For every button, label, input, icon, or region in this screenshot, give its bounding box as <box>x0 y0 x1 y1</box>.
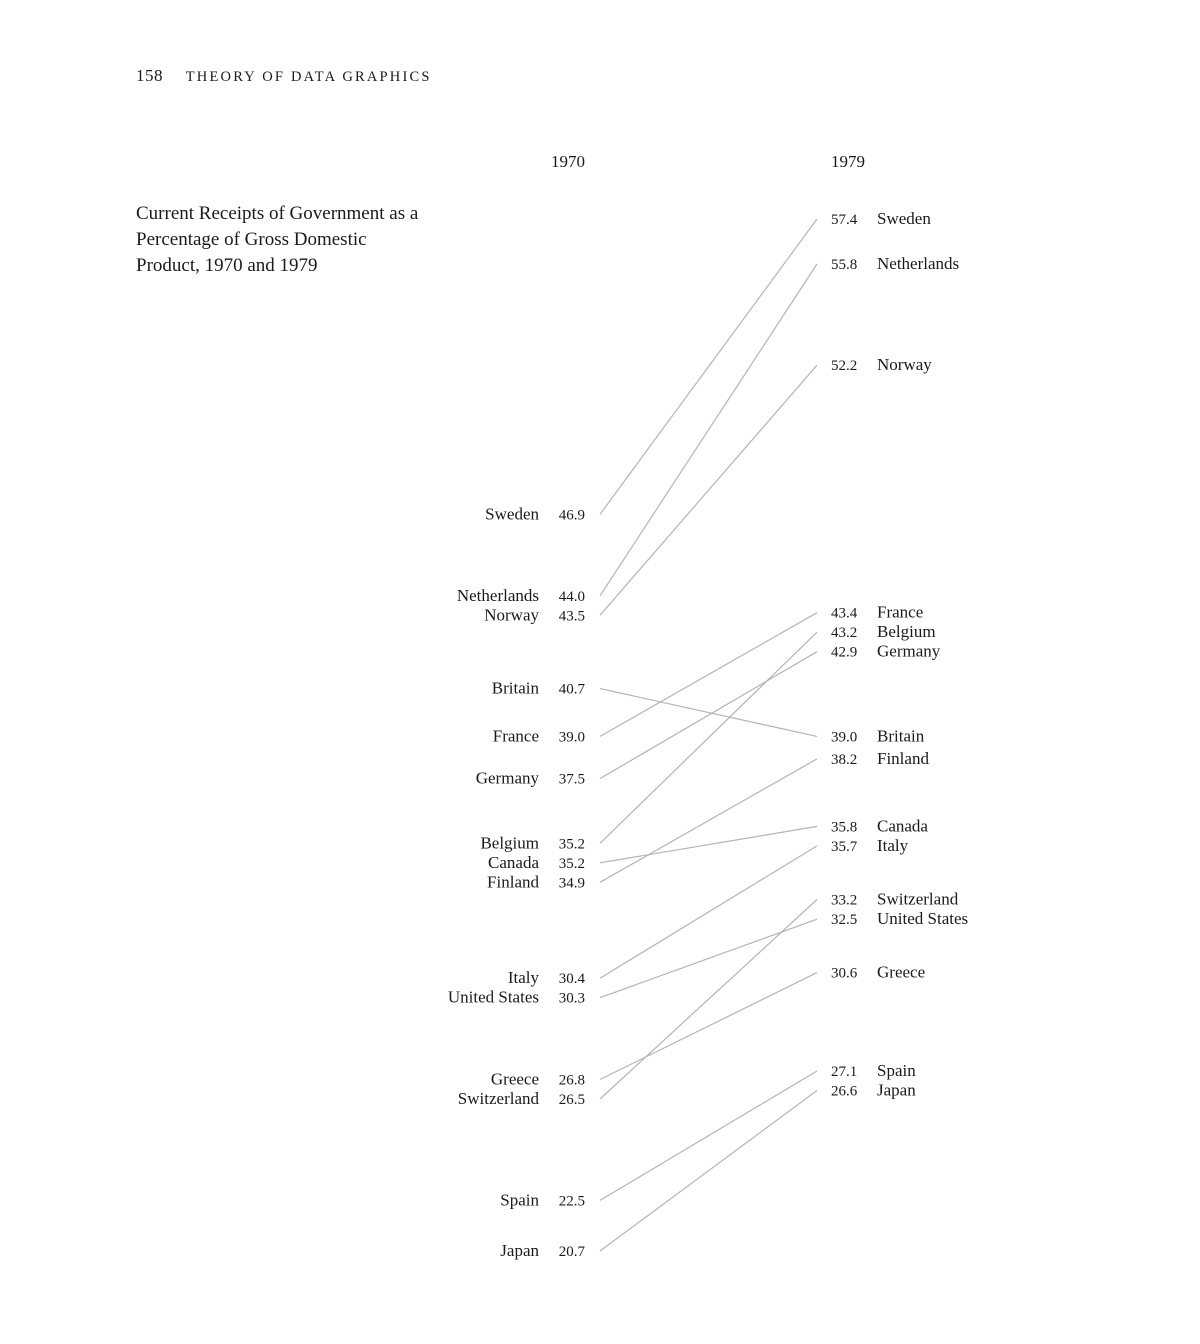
slope-line-sweden <box>600 219 817 514</box>
value-1979-spain: 27.1 <box>831 1064 858 1080</box>
slope-line-spain <box>600 1071 817 1200</box>
value-1979-finland: 38.2 <box>831 751 858 768</box>
slope-line-britain <box>600 689 817 737</box>
label-1970-norway: Norway <box>484 605 539 625</box>
value-1970-belgium: 35.2 <box>558 836 585 853</box>
chart-title-line-2: Percentage of Gross Domestic <box>136 229 367 250</box>
label-1970-spain: Spain <box>500 1190 539 1210</box>
label-1979-france: France <box>877 602 924 622</box>
value-1970-netherlands: 44.0 <box>558 588 585 605</box>
slope-line-canada <box>600 826 817 862</box>
label-1970-germany: Germany <box>475 768 539 788</box>
value-1979-canada: 35.8 <box>831 819 858 836</box>
value-1970-greece: 26.8 <box>558 1072 585 1089</box>
value-1970-britain: 40.7 <box>558 681 585 698</box>
label-1979-belgium: Belgium <box>877 622 936 642</box>
slope-line-belgium <box>600 632 817 843</box>
value-1979-netherlands: 55.8 <box>831 257 858 273</box>
label-1970-sweden: Sweden <box>485 504 539 524</box>
value-1970-germany: 37.5 <box>558 771 585 788</box>
label-1979-sweden: Sweden <box>877 209 931 228</box>
slope-lines <box>600 219 817 1251</box>
labels-1979 <box>831 209 968 1100</box>
slope-line-norway <box>600 365 817 615</box>
running-head-title: THEORY OF DATA GRAPHICS <box>185 69 432 85</box>
value-1970-canada: 35.2 <box>558 855 585 872</box>
value-1970-sweden: 46.9 <box>558 507 585 524</box>
label-1970-italy: Italy <box>507 968 539 988</box>
value-1979-norway: 52.2 <box>831 358 858 375</box>
value-1979-italy: 35.7 <box>831 838 858 855</box>
value-1979-germany: 42.9 <box>831 644 858 661</box>
value-1979-france: 43.4 <box>831 605 858 622</box>
year-header-1970: 1970 <box>551 152 585 171</box>
slope-line-germany <box>600 652 817 779</box>
value-1970-france: 39.0 <box>558 729 585 746</box>
label-1970-japan: Japan <box>500 1241 539 1260</box>
value-1970-spain: 22.5 <box>558 1193 585 1210</box>
label-1979-spain: Spain <box>877 1061 916 1080</box>
label-1979-japan: Japan <box>877 1080 916 1100</box>
label-1979-italy: Italy <box>877 835 909 855</box>
label-1970-canada: Canada <box>488 852 539 872</box>
label-1979-germany: Germany <box>877 641 941 661</box>
value-1970-finland: 34.9 <box>558 875 585 892</box>
label-1970-switzerland: Switzerland <box>457 1089 539 1108</box>
slope-line-finland <box>600 759 817 882</box>
label-1979-greece: Greece <box>877 962 926 982</box>
value-1979-united-states: 32.5 <box>831 912 858 929</box>
year-header-1979: 1979 <box>831 152 865 171</box>
label-1970-netherlands: Netherlands <box>456 585 539 605</box>
label-1970-finland: Finland <box>487 872 539 892</box>
value-1970-italy: 30.4 <box>558 971 585 988</box>
label-1979-britain: Britain <box>877 726 925 746</box>
page-number: 158 <box>136 66 163 85</box>
value-1979-britain: 39.0 <box>831 729 858 746</box>
label-1979-canada: Canada <box>877 816 928 836</box>
label-1970-greece: Greece <box>490 1069 539 1089</box>
label-1979-finland: Finland <box>877 748 929 768</box>
value-1979-switzerland: 33.2 <box>831 892 858 909</box>
label-1979-switzerland: Switzerland <box>877 889 959 909</box>
value-1970-japan: 20.7 <box>558 1244 585 1260</box>
chart-title-line-1: Current Receipts of Government as a <box>136 203 419 224</box>
label-1979-united-states: United States <box>877 909 969 929</box>
label-1970-united-states: United States <box>447 987 539 1007</box>
slope-line-greece <box>600 973 817 1080</box>
value-1970-switzerland: 26.5 <box>558 1092 585 1108</box>
value-1979-sweden: 57.4 <box>831 212 858 228</box>
label-1970-britain: Britain <box>491 678 539 698</box>
slope-line-france <box>600 613 817 737</box>
chart-title-line-3: Product, 1970 and 1979 <box>136 255 318 276</box>
labels-1970 <box>448 504 586 1260</box>
label-1979-netherlands: Netherlands <box>877 254 960 273</box>
value-1970-united-states: 30.3 <box>558 990 585 1007</box>
value-1979-japan: 26.6 <box>831 1083 858 1100</box>
slope-line-japan <box>600 1091 817 1252</box>
slope-line-netherlands <box>600 264 817 596</box>
value-1970-norway: 43.5 <box>558 608 585 625</box>
label-1979-norway: Norway <box>877 355 932 375</box>
label-1970-belgium: Belgium <box>480 833 539 853</box>
value-1979-belgium: 43.2 <box>831 625 858 642</box>
slope-line-switzerland <box>600 900 817 1100</box>
value-1979-greece: 30.6 <box>831 965 858 982</box>
label-1970-france: France <box>492 726 539 746</box>
